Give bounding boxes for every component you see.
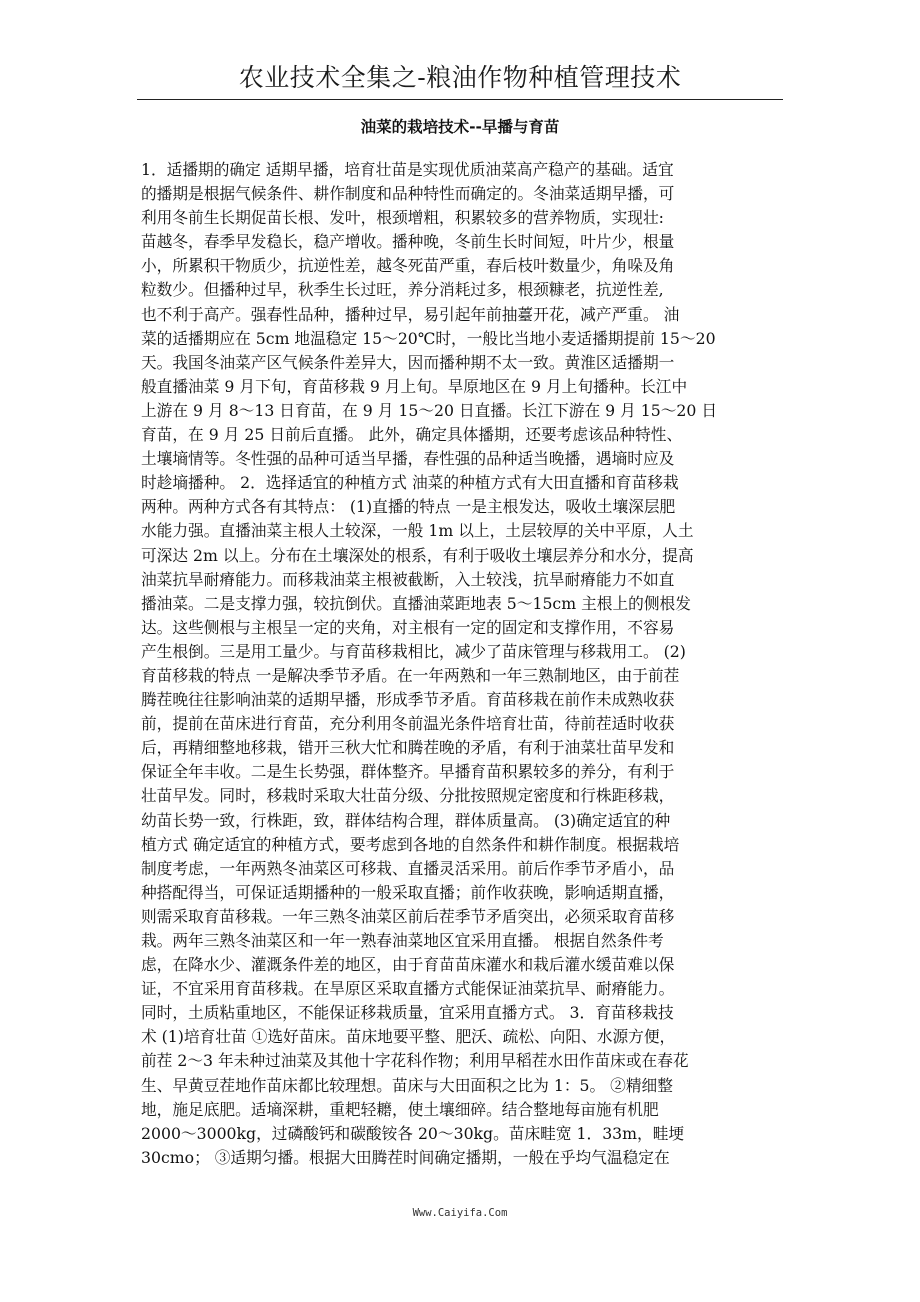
body-line: 土壤墒情等。冬性强的品种可适当早播，春性强的品种适当晚播，遇墒时应及 [141,449,675,469]
article-body [141,158,781,1170]
body-line: 前茬 2～3 年未种过油菜及其他十字花科作物；利用早稻茬水田作苗床或在春花 [141,1051,689,1071]
body-line: 达。这些侧根与主根呈一定的夹角，对主根有一定的固定和支撑作用，不容易 [141,617,675,637]
body-line: 育苗，在 9 月 25 日前后直播。 此外，确定具体播期，还要考虑该品种特性、 [141,425,683,445]
body-line: 幼苗长势一致，行株距，致，群体结构合理，群体质量高。 (3)确定适宜的种 [141,810,671,830]
body-line: 也不利于高产。强春性品种，播种过早，易引起年前抽薹开花，减产严重。 油 [141,304,680,324]
body-line: 植方式 确定适宜的种植方式，要考虑到各地的自然条件和耕作制度。根据栽培 [141,834,680,854]
body-line: 两种。两种方式各有其特点： (1)直播的特点 一是主根发达，吸收土壤深层肥 [141,497,676,517]
body-line: 播油菜。二是支撑力强，较抗倒伏。直播油菜距地表 5～15cm 主根上的侧根发 [141,593,691,613]
body-line: 2000～3000kg，过磷酸钙和碳酸铵各 20～30kg。苗床畦宽 1．33m，畦埂 [141,1123,685,1143]
body-line: 苗越冬，春季早发稳长，稳产增收。播种晚，冬前生长时间短，叶片少，根量 [141,232,675,252]
header-divider [137,99,783,100]
body-line: 则需采取育苗移栽。一年三熟冬油菜区前后茬季节矛盾突出，必须采取育苗移 [141,906,675,926]
body-line: 菜的适播期应在 5cm 地温稳定 15～20℃时，一般比当地小麦适播期提前 15～20 [141,328,716,348]
body-line: 地，施足底肥。适墒深耕，重耙轻耱，使土壤细碎。结合整地每亩施有机肥 [141,1099,659,1119]
body-line: 粒数少。但播种过早，秋季生长过旺，养分消耗过多，根颈糠老，抗逆性差, [141,280,664,300]
body-line: 1．适播期的确定 适期早播，培育壮苗是实现优质油菜高产稳产的基础。适宜 [141,160,674,179]
body-line: 腾茬晚往往影响油菜的适期早播，形成季节矛盾。育苗移栽在前作未成熟收获 [141,690,675,710]
body-line: 般直播油菜 9 月下旬，育苗移栽 9 月上旬。旱原地区在 9 月上旬播种。长江中 [141,376,688,396]
body-line: 虑，在降水少、灌溉条件差的地区，由于育苗苗床灌水和栽后灌水缓苗难以保 [141,955,675,975]
body-line: 利用冬前生长期促苗长根、发叶，根颈增粗，积累较多的营养物质，实现壮: [141,208,664,228]
body-line: 时趁墒播种。 2．选择适宜的种植方式 油菜的种植方式有大田直播和育苗移栽 [141,473,679,493]
body-line: 的播期是根据气候条件、耕作制度和品种特性而确定的。冬油菜适期早播，可 [141,184,675,204]
body-line: 保证全年丰收。二是生长势强，群体整齐。早播育苗积累较多的养分，有利于 [141,762,675,782]
body-line: 壮苗早发。同时，移栽时采取大壮苗分级、分批按照规定密度和行株距移栽， [141,786,675,806]
body-line: 天。我国冬油菜产区气候条件差异大，因而播种期不太一致。黄淮区适播期一 [141,352,675,372]
body-line: 生、早黄豆茬地作苗床都比较理想。苗床与大田面积之比为 1：5。 ②精细整 [141,1075,673,1095]
body-line: 制度考虑，一年两熟冬油菜区可移栽、直播灵活采用。前后作季节矛盾小，品 [141,858,675,878]
body-line: 油菜抗旱耐瘠能力。而移栽油菜主根被截断，入土较浅，抗旱耐瘠能力不如直 [141,569,675,589]
body-line: 术 (1)培育壮苗 ①选好苗床。苗床地要平整、肥沃、疏松、向阳、水源方便， [141,1027,676,1047]
body-line: 30cmo； ③适期匀播。根据大田腾茬时间确定播期，一般在乎均气温稳定在 [141,1147,670,1167]
body-line: 育苗移栽的特点 一是解决季节矛盾。在一年两熟和一年三熟制地区，由于前茬 [141,665,680,685]
body-line: 小，所累积干物质少，抗逆性差，越冬死苗严重，春后枝叶数量少，角哚及角 [141,256,675,276]
body-line: 同时，土质粘重地区，不能保证移栽质量，宜采用直播方式。 3．育苗移栽技 [141,1003,674,1023]
footer-url: Www.Caiyifa.Com [412,1207,508,1219]
body-line: 种搭配得当，可保证适期播种的一般采取直播；前作收获晚，影响适期直播， [141,882,675,902]
body-line: 上游在 9 月 8～13 日育苗，在 9 月 15～20 日直播。长江下游在 9 月 15～20 日 [141,400,718,420]
body-line: 后，再精细整地移栽，错开三秋大忙和腾茬晚的矛盾，有利于油菜壮苗早发和 [141,738,675,758]
header-title: 农业技术全集之-粮油作物种植管理技术 [238,63,682,92]
body-line: 可深达 2m 以上。分布在土壤深处的根系，有利于吸收土壤层养分和水分，提高 [141,545,694,565]
body-line: 证，不宜采用育苗移栽。在旱原区采取直播方式能保证油菜抗旱、耐瘠能力。 [141,979,675,999]
body-line: 产生根倒。三是用工量少。与育苗移栽相比，减少了苗床管理与移栽用工。 (2) [141,641,686,661]
body-line: 栽。两年三熟冬油菜区和一年一熟春油菜地区宜采用直播。 根据自然条件考 [141,931,664,950]
body-line: 水能力强。直播油菜主根人土较深，一般 1m 以上，土层较厚的关中平原，人土 [141,521,694,541]
article-title: 油菜的栽培技术--早播与育苗 [360,118,560,136]
body-line: 前，提前在苗床进行育苗，充分利用冬前温光条件培育壮苗，待前茬适时收获 [141,714,675,734]
